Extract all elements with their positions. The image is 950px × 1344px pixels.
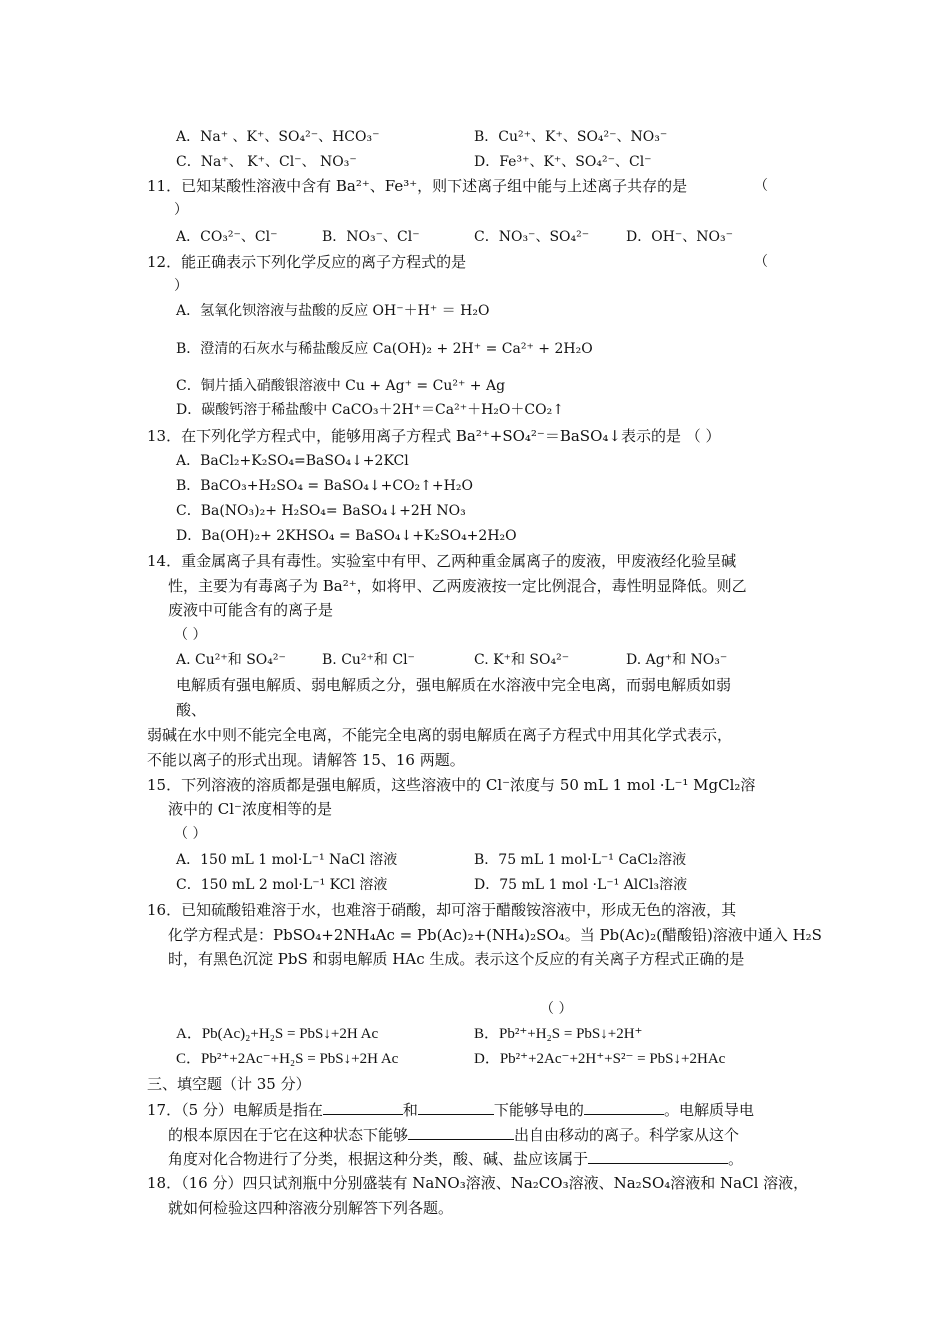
q13-stem: 13．在下列化学方程式中，能够用离子方程式 Ba²⁺+SO₄²⁻＝BaSO₄↓表示的是 （ ） [147,427,721,445]
q17-blank-5[interactable] [588,1149,728,1164]
q15-option-d: D．75 mL 1 mol ·L⁻¹ AlCl₃溶液 [474,877,688,893]
q17-line-3 [168,1149,743,1168]
q10-option-b: B．Cu²⁺、K⁺、SO₄²⁻、NO₃⁻ [474,129,668,145]
q10-option-a: A．Na⁺ 、K⁺、SO₄²⁻、HCO₃⁻ [176,129,380,145]
q11-option-d: D．OH⁻、NO₃⁻ [626,229,734,245]
q17-text-7: 角度对化合物进行了分类，根据这种分类，酸、碱、盐应该属于 [168,1150,589,1168]
q16-option-c: C．Pb²⁺+2Ac⁻+H₂S = PbS↓+2H Ac [176,1051,399,1067]
q10-option-c: C．Na⁺、 K⁺、Cl⁻、 NO₃⁻ [176,154,357,170]
q15-option-a: A．150 mL 1 mol·L⁻¹ NaCl 溶液 [176,852,398,868]
q15-line-1: 15．下列溶液的溶质都是强电解质，这些溶液中的 Cl⁻浓度与 50 mL 1 mol ·L⁻¹ MgCl₂溶 [147,776,756,794]
q13-option-d: D．Ba(OH)₂+ 2KHSO₄ = BaSO₄↓+K₂SO₄+2H₂O [176,528,517,544]
q12-option-a: A．氢氧化钡溶液与盐酸的反应 OH⁻＋H⁺ ＝ H₂O [176,303,490,319]
q17-line-1 [147,1100,754,1119]
q15-answer-paren: （ ） [174,826,207,842]
q15-option-c: C．150 mL 2 mol·L⁻¹ KCl 溶液 [176,877,388,893]
q14-option-a: A. Cu²⁺和 SO₄²⁻ [176,652,286,668]
q17-text-5: 的根本原因在于它在这种状态下能够 [168,1126,409,1144]
q14-line-3: 废液中可能含有的离子是 [168,601,334,619]
q16-line-2: 化学方程式是：PbSO₄+2NH₄Ac = Pb(Ac)₂+(NH₄)₂SO₄。当 Pb(Ac)₂(醋酸铅)溶液中通入 H₂S [168,926,822,944]
q12-option-b: B．澄清的石灰水与稀盐酸反应 Ca(OH)₂ + 2H⁺ = Ca²⁺ + 2H₂O [176,341,593,357]
q12-option-d: D．碳酸钙溶于稀盐酸中 CaCO₃＋2H⁺＝Ca²⁺＋H₂O＋CO₂↑ [176,402,564,418]
q10-option-d: D．Fe³⁺、K⁺、SO₄²⁻、Cl⁻ [474,154,652,170]
q17-text-2: 和 [402,1101,418,1119]
q16-line-1: 16．已知硫酸铅难溶于水，也难溶于硝酸，却可溶于醋酸铵溶液中，形成无色的溶液，其 [147,901,737,919]
q17-blank-4[interactable] [408,1125,514,1140]
intro-line-4: 不能以离子的形式出现。请解答 15、16 两题。 [147,751,465,769]
q17-text-3: 下能够导电的 [493,1101,584,1119]
q18-line-1: 18．（16 分）四只试剂瓶中分别盛装有 NaNO₃溶液、Na₂CO₃溶液、Na₂SO₄溶液和 NaCl 溶液， [147,1174,809,1192]
q12-stem: 12．能正确表示下列化学反应的离子方程式的是 [147,253,467,271]
q11-stem: 11．已知某酸性溶液中含有 Ba²⁺、Fe³⁺，则下述离子组中能与上述离子共存的是 [147,177,688,195]
q16-line-3: 时，有黑色沉淀 PbS 和弱电解质 HAc 生成。表示这个反应的有关离子方程式正确的是 [168,950,745,968]
q17-text-8: 。 [728,1150,744,1168]
q11-paren-close: ） [174,202,188,218]
q11-option-c: C．NO₃⁻、SO₄²⁻ [474,229,590,245]
q12-paren-close: ） [174,278,188,294]
q11-option-b: B．NO₃⁻、Cl⁻ [322,229,420,245]
section-heading: 三、填空题（计 35 分） [147,1075,311,1093]
intro-line-3: 弱碱在水中则不能完全电离，不能完全电离的弱电解质在离子方程式中用其化学式表示， [147,726,733,744]
q17-text-4: 。电解质导电 [663,1101,754,1119]
q17-blank-3[interactable] [584,1100,664,1115]
q17-blank-1[interactable] [323,1100,403,1115]
q16-answer-paren: （ ） [540,1001,573,1017]
q14-answer-paren: （ ） [174,627,207,643]
q14-option-c: C. K⁺和 SO₄²⁻ [474,652,570,668]
q16-option-b: B．Pb²⁺+H₂S = PbS↓+2H⁺ [474,1026,643,1042]
q11-paren-open: （ [754,178,768,194]
q16-option-d: D．Pb²⁺+2Ac⁻+2H⁺+S²⁻ = PbS↓+2HAc [474,1051,726,1067]
q17-text-1: 17．（5 分）电解质是指在 [147,1101,323,1119]
q14-option-b: B. Cu²⁺和 Cl⁻ [322,652,415,668]
q12-paren-open: （ [754,254,768,270]
q13-option-b: B．BaCO₃+H₂SO₄ = BaSO₄↓+CO₂↑+H₂O [176,478,473,494]
intro-line-2: 酸、 [176,701,207,719]
q14-option-d: D. Ag⁺和 NO₃⁻ [626,652,728,668]
q17-text-6: 出自由移动的离子。科学家从这个 [514,1126,740,1144]
q12-option-c: C．铜片插入硝酸银溶液中 Cu + Ag⁺ = Cu²⁺ + Ag [176,378,506,394]
q14-line-1: 14．重金属离子具有毒性。实验室中有甲、乙两种重金属离子的废液，甲废液经化验呈碱 [147,552,737,570]
intro-line-1: 电解质有强电解质、弱电解质之分，强电解质在水溶液中完全电离，而弱电解质如弱 [176,676,732,694]
q14-line-2: 性，主要为有毒离子为 Ba²⁺，如将甲、乙两废液按一定比例混合，毒性明显降低。则乙 [168,577,747,595]
q18-line-2: 就如何检验这四种溶液分别解答下列各题。 [168,1199,454,1217]
q15-line-2: 液中的 Cl⁻浓度相等的是 [168,800,332,818]
q15-option-b: B．75 mL 1 mol·L⁻¹ CaCl₂溶液 [474,852,687,868]
q13-option-a: A．BaCl₂+K₂SO₄=BaSO₄↓+2KCl [176,453,409,469]
q17-line-2 [168,1125,739,1144]
q13-option-c: C．Ba(NO₃)₂+ H₂SO₄= BaSO₄↓+2H NO₃ [176,503,466,519]
q16-option-a: A．Pb(Ac)₂+H₂S = PbS↓+2H Ac [176,1026,379,1042]
q17-blank-2[interactable] [418,1100,494,1115]
q11-option-a: A．CO₃²⁻、Cl⁻ [176,229,278,245]
